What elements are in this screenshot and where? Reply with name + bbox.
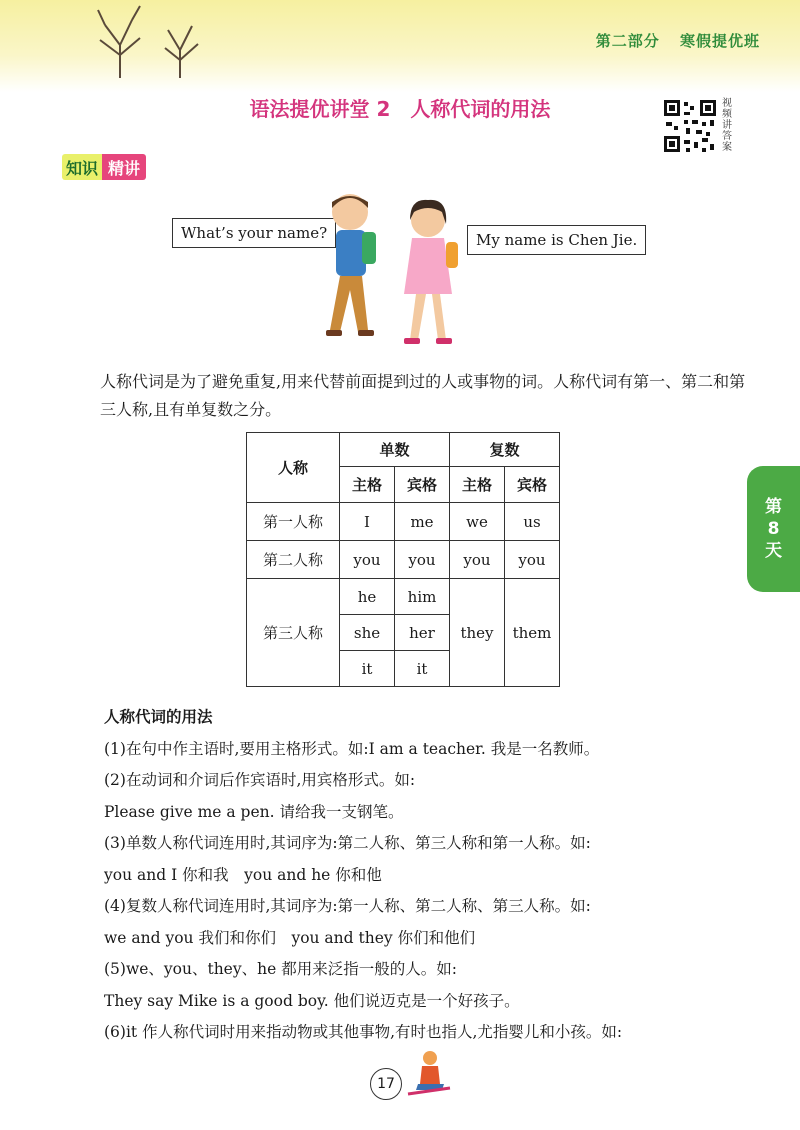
cell: me: [395, 503, 450, 541]
cell: you: [340, 541, 395, 579]
cell: you: [395, 541, 450, 579]
qr-label: 视频讲答案: [722, 98, 732, 153]
row-label: 第二人称: [247, 541, 340, 579]
usage-line: Please give me a pen. 请给我一支钢笔。: [104, 802, 404, 821]
table-header-singular: 单数: [340, 433, 450, 467]
usage-section: [104, 702, 764, 1049]
usage-line: we and you 我们和你们 you and they 你们和他们: [104, 928, 476, 947]
tree-illustration: [70, 0, 220, 80]
cell: he: [340, 579, 395, 615]
usage-line: (4)复数人称代词连用时,其词序为:第一人称、第二人称、第三人称。如:: [104, 897, 591, 915]
header-section: 寒假提优班: [679, 32, 760, 50]
table-row: [247, 579, 560, 615]
table-row: [247, 541, 560, 579]
speech-bubble-boy: What’s your name?: [172, 218, 336, 248]
header-part: 第二部分: [595, 32, 660, 50]
cell: you: [450, 541, 505, 579]
day-tab: [747, 466, 800, 592]
usage-line: (5)we、you、they、he 都用来泛指一般的人。如:: [104, 960, 457, 978]
usage-line: They say Mike is a good boy. 他们说迈克是一个好孩子。: [104, 991, 520, 1010]
cell: her: [395, 615, 450, 651]
skier-icon: [404, 1048, 454, 1098]
day-tab-line1: 第: [765, 497, 782, 517]
page-number: 17: [370, 1068, 402, 1100]
cell: you: [505, 541, 560, 579]
section-label: [62, 154, 146, 180]
cell: it: [340, 651, 395, 687]
row-label: 第三人称: [247, 579, 340, 687]
cell: I: [340, 503, 395, 541]
usage-line: (3)单数人称代词连用时,其词序为:第二人称、第三人称和第一人称。如:: [104, 834, 591, 852]
cell: they: [450, 579, 505, 687]
header-banner: [0, 0, 800, 92]
table-header-subject: 主格: [450, 467, 505, 503]
table-corner: 人称: [247, 433, 340, 503]
cell: we: [450, 503, 505, 541]
cell: she: [340, 615, 395, 651]
table-header-subject: 主格: [340, 467, 395, 503]
cell: it: [395, 651, 450, 687]
table-header-object: 宾格: [505, 467, 560, 503]
intro-paragraph: 人称代词是为了避免重复,用来代替前面提到过的人或事物的词。人称代词有第一、第二和第三人称,且有单复数之分。: [100, 372, 746, 419]
usage-line: (6)it 作人称代词时用来指动物或其他事物,有时也指人,尤指婴儿和小孩。如:: [104, 1023, 623, 1041]
cell: them: [505, 579, 560, 687]
speech-bubble-girl: My name is Chen Jie.: [467, 225, 646, 255]
table-header-object: 宾格: [395, 467, 450, 503]
usage-line: (2)在动词和介词后作宾语时,用宾格形式。如:: [104, 771, 416, 789]
table-header-plural: 复数: [450, 433, 560, 467]
children-illustration: [300, 190, 470, 360]
usage-line: (1)在句中作主语时,要用主格形式。如:I am a teacher. 我是一名教师。: [104, 739, 600, 758]
day-tab-line3: 天: [765, 541, 782, 561]
qr-code[interactable]: [662, 98, 718, 154]
day-tab-line2: 8: [767, 519, 780, 539]
usage-heading: 人称代词的用法: [104, 708, 213, 726]
cell: him: [395, 579, 450, 615]
row-label: 第一人称: [247, 503, 340, 541]
usage-line: you and I 你和我 you and he 你和他: [104, 865, 382, 884]
header-tags: [582, 30, 760, 51]
lesson-title: 语法提优讲堂 2 人称代词的用法: [249, 97, 551, 121]
cell: us: [505, 503, 560, 541]
section-label-b: 精讲: [102, 154, 146, 180]
section-label-a: 知识: [62, 154, 102, 180]
table-row: [247, 503, 560, 541]
pronoun-table: [246, 432, 560, 687]
